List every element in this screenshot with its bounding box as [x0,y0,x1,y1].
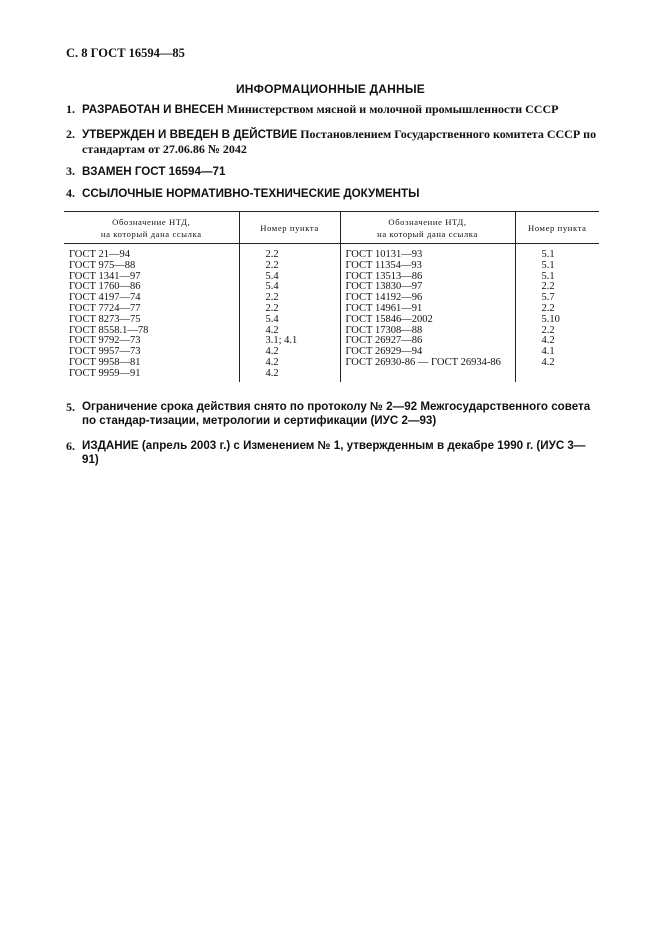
item-lead: РАЗРАБОТАН И ВНЕСЕН [82,103,224,116]
point-cell-right: 5.7 [515,293,599,304]
point-cell-right: 2.2 [515,304,599,315]
page-header: С. 8 ГОСТ 16594—85 [66,46,185,60]
point-cell-right: 4.2 [515,336,599,347]
col-header-doc-left [64,212,239,244]
info-item-5 [66,400,602,428]
table-header-row [64,212,599,244]
doc-cell-left: ГОСТ 9957—73 [69,346,141,358]
doc-cell-left: ГОСТ 975—88 [69,259,136,271]
doc-cell-left: ГОСТ 7724—77 [69,302,141,314]
doc-cell-left: ГОСТ 21—94 [69,249,131,260]
doc-cell-left: ГОСТ 9959—91 [69,367,141,379]
point-cell-right: 4.2 [515,358,599,369]
point-cell-left: 4.2 [239,369,340,382]
point-cell-right: 2.2 [515,326,599,337]
table-row [64,347,599,358]
doc-cell-left: ГОСТ 8558.1—78 [69,324,149,336]
doc-cell-right: ГОСТ 13830—97 [340,282,515,293]
point-cell-left: 2.2 [239,304,340,315]
table-row [64,272,599,283]
doc-cell-left: ГОСТ 4197—74 [69,292,141,304]
item-number: 6. [66,439,75,453]
header-doc-line2: на который дана ссылка [377,228,478,239]
item-number: 1. [66,102,75,116]
doc-cell-right: ГОСТ 15846—2002 [340,315,515,326]
item-text: Министерством мясной и молочной промышленности СССР [223,102,559,116]
table-row [64,315,599,326]
doc-cell-right: ГОСТ 14961—91 [340,304,515,315]
point-cell-right [515,369,599,382]
doc-cell-left: ГОСТ 1760—86 [69,281,141,293]
table-row [64,282,599,293]
doc-cell-left: ГОСТ 1341—97 [69,270,141,282]
header-doc-line1: Обозначение НТД, [112,216,191,227]
item-number: 2. [66,127,75,141]
info-item-4 [66,186,602,201]
point-cell-left: 2.2 [239,244,340,261]
point-cell-left: 5.4 [239,282,340,293]
point-cell-right: 5.1 [515,244,599,261]
doc-cell-right: ГОСТ 17308—88 [340,326,515,337]
col-header-doc-right [340,212,515,244]
point-cell-left: 2.2 [239,261,340,272]
doc-cell-left: ГОСТ 9792—73 [69,335,141,347]
point-cell-right: 5.1 [515,261,599,272]
item-text: Постановлением Государственного комитета СССР по стандартам от 27.06.86 № 2042 [82,127,597,156]
point-cell-right: 5.10 [515,315,599,326]
info-item-1 [66,102,602,117]
table-row [64,261,599,272]
info-item-6 [66,439,602,467]
table-row [64,293,599,304]
table-body [64,244,599,382]
table-row [64,304,599,315]
doc-cell-left: ГОСТ 9958—81 [69,356,141,368]
item-text: Ограничение срока действия снято по протоколу № 2—92 Межгосударственного совета по стандар-тизации, метрологии и сертификации (ИУС 2—93) [82,400,591,427]
point-cell-right: 4.1 [515,347,599,358]
col-header-point-right: Номер пункта [515,212,599,244]
point-cell-left: 2.2 [239,293,340,304]
item-number: 5. [66,400,75,414]
doc-cell-right: ГОСТ 10131—93 [340,244,515,261]
point-cell-left: 4.2 [239,347,340,358]
table-row [64,369,599,382]
table-row [64,336,599,347]
item-text: ИЗДАНИЕ (апрель 2003 г.) с Изменением № 1, утвержденным в декабре 1990 г. (ИУС 3—91) [82,439,586,466]
doc-cell-right: ГОСТ 26929—94 [340,347,515,358]
doc-cell-right: ГОСТ 26930-86 — ГОСТ 26934-86 [340,358,515,369]
doc-cell-right: ГОСТ 26927—86 [340,336,515,347]
point-cell-left: 3.1; 4.1 [239,336,340,347]
point-cell-right: 2.2 [515,282,599,293]
point-cell-left: 5.4 [239,315,340,326]
point-cell-right: 5.1 [515,272,599,283]
info-item-2 [66,127,602,156]
section-title: ИНФОРМАЦИОННЫЕ ДАННЫЕ [235,82,426,96]
item-lead: ВЗАМЕН ГОСТ 16594—71 [82,165,226,178]
doc-cell-right: ГОСТ 14192—96 [340,293,515,304]
doc-cell-right: ГОСТ 13513—86 [340,272,515,283]
info-item-3 [66,164,602,179]
item-lead: УТВЕРЖДЕН И ВВЕДЕН В ДЕЙСТВИЕ [82,128,298,141]
item-lead: ССЫЛОЧНЫЕ НОРМАТИВНО-ТЕХНИЧЕСКИЕ ДОКУМЕНТЫ [82,187,420,200]
item-number: 4. [66,186,75,200]
header-doc-line2: на который дана ссылка [100,228,202,239]
point-cell-left: 5.4 [239,272,340,283]
table-row [64,358,599,369]
table-row [64,326,599,337]
header-doc-line1: Обозначение НТД, [388,216,467,227]
point-cell-left: 4.2 [239,326,340,337]
table-row [64,244,599,261]
doc-cell-right [340,369,515,382]
doc-cell-right: ГОСТ 11354—93 [340,261,515,272]
references-table [64,211,599,382]
col-header-point-left: Номер пункта [239,212,340,244]
doc-cell-left: ГОСТ 8273—75 [69,313,141,325]
point-cell-left: 4.2 [239,358,340,369]
item-number: 3. [66,164,75,178]
